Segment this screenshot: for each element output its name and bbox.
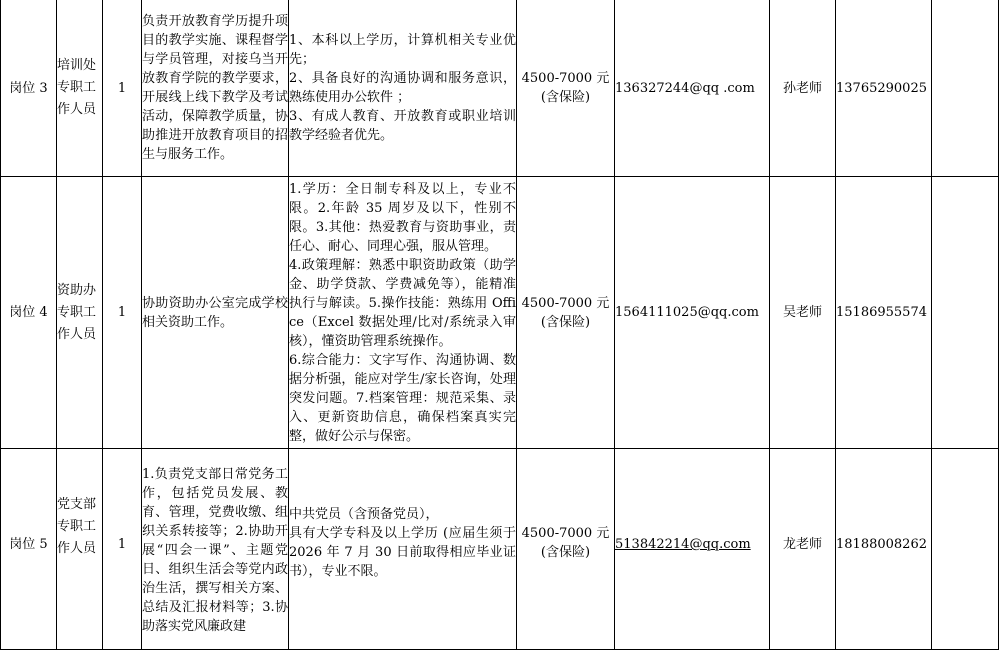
blank-cell [932,177,999,449]
dept-cell [57,177,103,449]
duty-text: 协助资助办公室完成学校相关资助工作。 [142,295,288,330]
phone-cell [836,449,932,650]
contact-name: 龙老师 [782,537,822,552]
requirement-text: 1.学历：全日制专科及以上，专业不限。2.年龄 35 周岁及以下，性别不限。3.其他：热爱教育与资助事业，责任心、耐心、同理心强，服从管理。 4.政策理解：熟悉中职资助政策（助学金、助学贷款、学费减免等），能精准执行与解读。5.操作技能：熟练用 Office（Excel 数据处理/比对/系统录入审核），懂资助管理系统操作。 6.综合能力：文字写作、沟通协调、数据分析强，能应对学生/家长咨询，处理突发问题。7.档案管理：规范采集、录入、更新资助信息，确保档案真实完整，做好公示与保密。 [289,181,516,444]
count-value: 1 [117,80,127,96]
requirement-text: 1、本科以上学历，计算机相关专业优先； 2、具备良好的沟通协调和服务意识，熟练使用办公软件 ； 3、有成人教育、开放教育或职业培训教学经验者优先。 [289,33,516,143]
email-cell [615,0,770,177]
contact-cell [770,0,836,177]
count-value: 1 [117,537,127,552]
phone-number: 13765290025 [836,80,927,96]
blank-cell [932,449,999,650]
duty-cell [142,0,289,177]
duty-text: 1.负责党支部日常党务工作，包括党员发展、教育、管理，党费收缴、组织关系转接等；2.协助开展“四会一课”、主题党日、组织生活会等党内政治生活，撰写相关方案、总结及汇报材料等；3.协助落实党风廉政建 [142,467,288,634]
requirement-cell [289,0,517,177]
requirement-text: 中共党员（含预备党员）， 具有大学专科及以上学历 (应届生须于 2026 年 7 月 30 日前取得相应毕业证书），专业不限。 [289,507,516,579]
salary-cell [517,177,615,449]
contact-name: 吴老师 [782,305,822,320]
duty-cell [142,177,289,449]
count-cell [103,449,142,650]
count-value: 1 [117,305,127,320]
contact-cell [770,449,836,650]
email-link[interactable]: 1564111025@qq.com [615,305,759,320]
dept-label: 党支部专职工作人员 [57,497,97,556]
post-label: 岗位 4 [9,305,48,320]
duty-text: 负责开放教育学历提升项目的教学实施、课程督学与学员管理，对接乌当开放教育学院的教学要求，开展线上线下教学及考试活动，保障教学质量，协助推进开放教育项目的招生与服务工作。 [142,14,288,162]
email-cell [615,177,770,449]
requirement-cell [289,449,517,650]
post-cell [1,177,57,449]
email-cell [615,449,770,650]
post-cell [1,449,57,650]
table-row [1,449,999,650]
email-link[interactable]: 136327244@qq .com [615,80,755,96]
dept-cell [57,0,103,177]
contact-cell [770,177,836,449]
count-cell [103,177,142,449]
table-row [1,177,999,449]
post-label: 岗位 5 [9,537,48,552]
count-cell [103,0,142,177]
blank-cell [932,0,999,177]
salary-text: 4500-7000 元 (含保险) [521,295,610,330]
dept-label: 培训处专职工作人员 [57,58,97,117]
post-label: 岗位 3 [9,80,48,96]
phone-number: 18188008262 [836,537,927,552]
duty-cell [142,449,289,650]
contact-name: 孙老师 [782,80,822,96]
requirement-cell [289,177,517,449]
email-link[interactable]: 513842214@qq.com [615,537,751,552]
dept-cell [57,449,103,650]
post-cell [1,0,57,177]
salary-text: 4500-7000 元 (含保险) [521,71,610,105]
salary-cell [517,0,615,177]
salary-text: 4500-7000 元 (含保险) [521,526,610,560]
table-row [1,0,999,177]
salary-cell [517,449,615,650]
dept-label: 资助办专职工作人员 [57,282,97,342]
phone-number: 15186955574 [836,305,927,320]
phone-cell [836,177,932,449]
phone-cell [836,0,932,177]
